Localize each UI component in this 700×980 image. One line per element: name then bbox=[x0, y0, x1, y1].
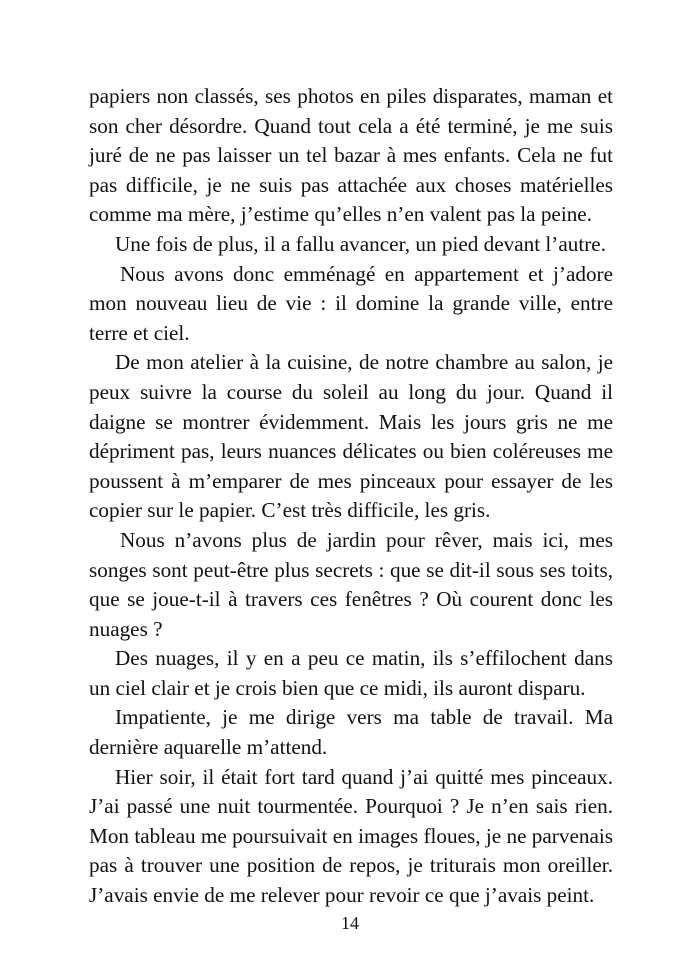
paragraph: Des nuages, il y en a peu ce matin, ils s’effilochent dans un ciel clair et je crois bien que ce midi, ils auront disparu. bbox=[89, 646, 613, 700]
page-number: 14 bbox=[341, 913, 359, 933]
paragraph: Une fois de plus, il a fallu avancer, un pied devant l’autre. bbox=[115, 231, 606, 256]
paragraph: Hier soir, il était fort tard quand j’ai quitté mes pinceaux. J’ai passé une nuit tourmentée. Pourquoi ? Je n’en sais rien. Mon tableau me poursuivait en images floues, je ne parvenais pas à trouver une position de repos, je triturais mon oreiller. J’avais envie de me relever pour revoir ce que j’avais peint. bbox=[89, 764, 613, 908]
body-text bbox=[89, 82, 613, 911]
paragraph: De mon atelier à la cuisine, de notre chambre au salon, je peux suivre la course du soleil au long du jour. Quand il daigne se montrer évidemment. Mais les jours gris ne me dépriment pas, leurs nuances délicates ou bien coléreuses me poussent à m’emparer de mes pinceaux pour essayer de les copier sur le papier. C’est très difficile, les gris. bbox=[89, 350, 613, 523]
paragraph: papiers non classés, ses photos en piles disparates, maman et son cher désordre. Quand tout cela a été terminé, je me suis juré de ne pas laisser un tel bazar à mes enfants. Cela ne fut pas difficile, je ne suis pas attachée aux choses matérielles comme ma mère, j’estime qu’elles n’en valent pas la peine. bbox=[89, 84, 613, 227]
paragraph: Impatiente, je me dirige vers ma table de travail. Ma dernière aquarelle m’attend. bbox=[89, 705, 613, 760]
paragraph: Nous n’avons plus de jardin pour rêver, mais ici, mes songes sont peut-être plus secrets : que se dit-il sous ses toits, que se joue-t-il à travers ces fenêtres ? Où courent donc les nuages ? bbox=[89, 527, 613, 641]
paragraph: Nous avons donc emménagé en appartement et j’adore mon nouveau lieu de vie : il domine la grande ville, entre terre et ciel. bbox=[89, 261, 613, 345]
